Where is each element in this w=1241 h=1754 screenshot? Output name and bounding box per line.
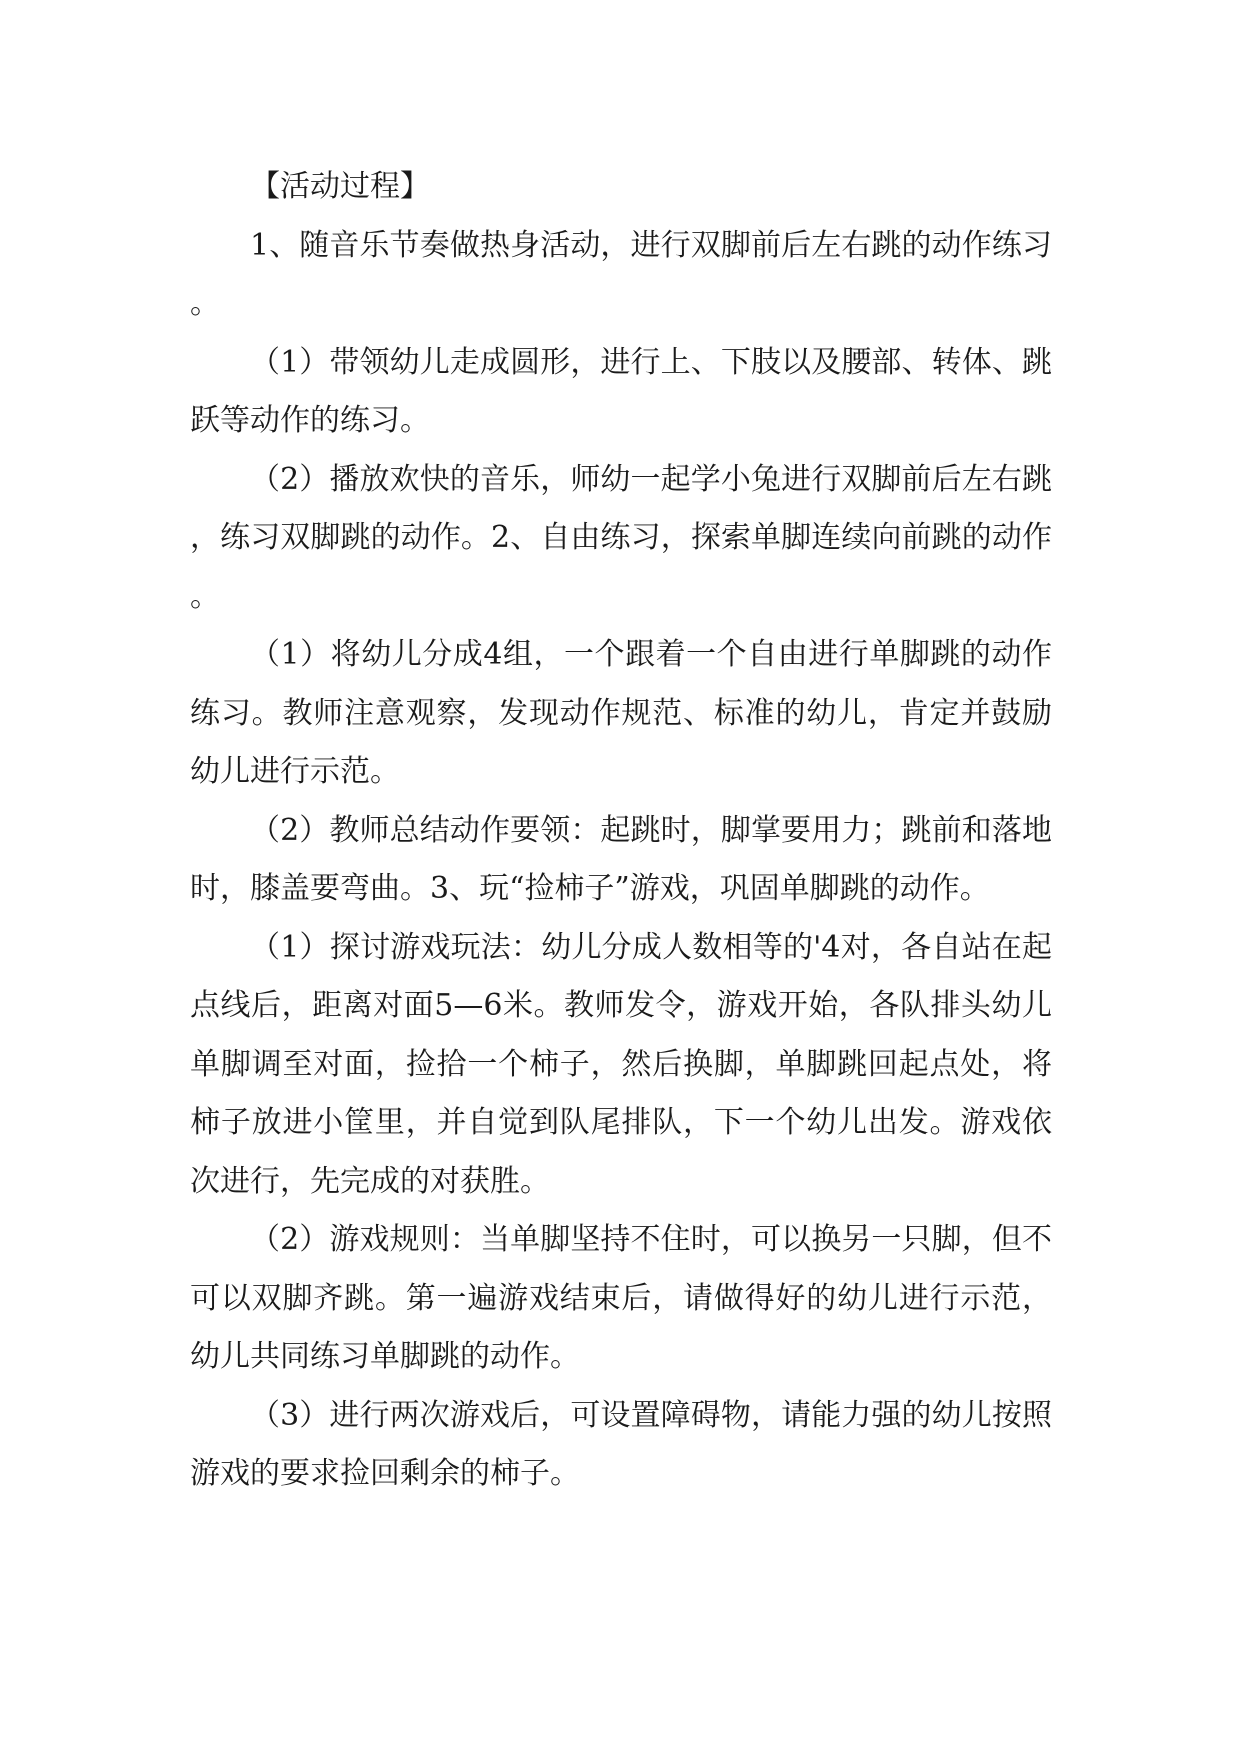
paragraph-key-points: （2）教师总结动作要领：起跳时，脚掌要用力；跳前和落地时，膝盖要弯曲。3、玩“捡柿子”游戏，巩固单脚跳的动作。 (190, 812, 1052, 906)
document-body (190, 158, 1052, 1504)
paragraph-warmup: 1、随音乐节奏做热身活动，进行双脚前后左右跳的动作练习。 (190, 227, 1052, 321)
paragraph-game-rules: （2）游戏规则：当单脚坚持不住时，可以换另一只脚，但不可以双脚齐跳。第一遍游戏结束后，请做得好的幼儿进行示范，幼儿共同练习单脚跳的动作。 (190, 1222, 1052, 1374)
paragraph-obstacles: （3）进行两次游戏后，可设置障碍物，请能力强的幼儿按照游戏的要求捡回剩余的柿子。 (190, 1397, 1052, 1491)
paragraph-game-rules-play: （1）探讨游戏玩法：幼儿分成人数相等的'4对，各自站在起点线后，距离对面5—6米。教师发令，游戏开始，各队排头幼儿单脚调至对面，捡拾一个柿子，然后换脚，单脚跳回起点处，将柿子放进小筐里，并自觉到队尾排队，下一个幼儿出发。游戏依次进行，先完成的对获胜。 (190, 929, 1052, 1199)
paragraph-group-practice: （1）将幼儿分成4组，一个跟着一个自由进行单脚跳的动作练习。教师注意观察，发现动作规范、标准的幼儿，肯定并鼓励幼儿进行示范。 (190, 637, 1052, 789)
section-heading: 【活动过程】 (250, 169, 430, 204)
paragraph-circle-formation: （1）带领幼儿走成圆形，进行上、下肢以及腰部、转体、跳跃等动作的练习。 (190, 344, 1052, 438)
paragraph-bunny-jump: （2）播放欢快的音乐，师幼一起学小兔进行双脚前后左右跳，练习双脚跳的动作。2、自由练习，探索单脚连续向前跳的动作。 (190, 461, 1052, 614)
